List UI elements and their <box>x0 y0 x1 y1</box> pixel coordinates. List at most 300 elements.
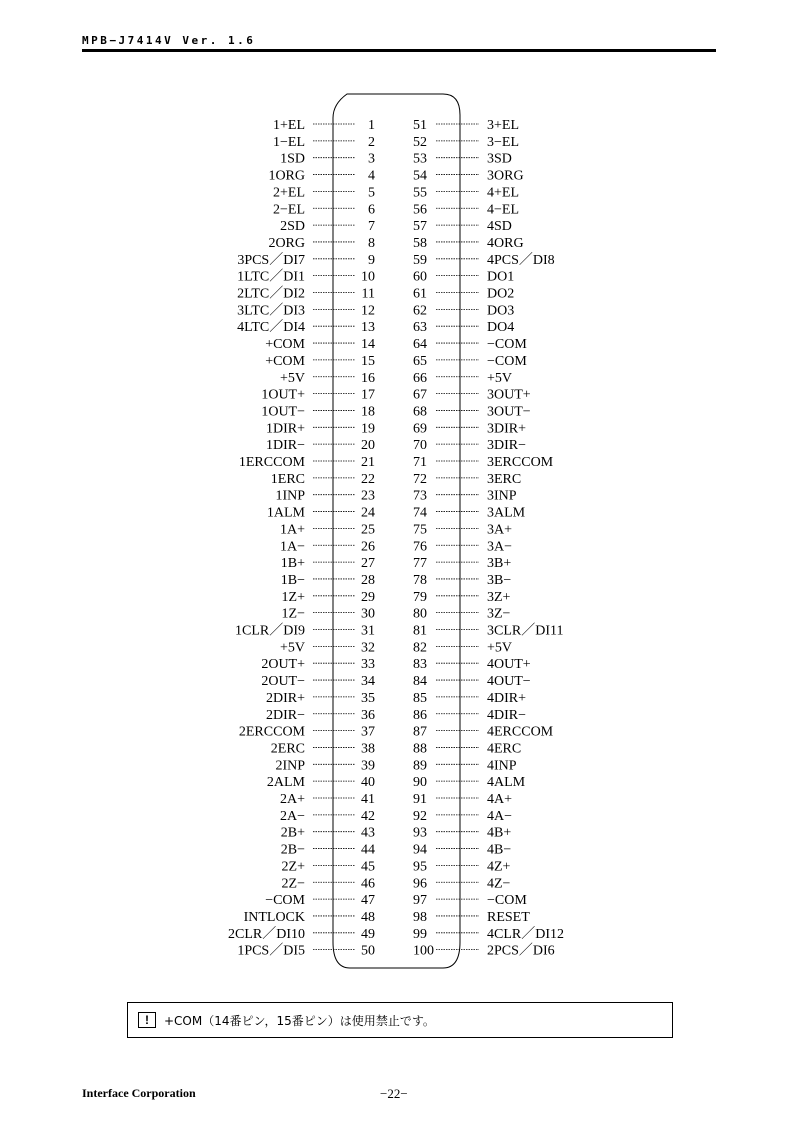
pin-number: 46 <box>361 876 375 892</box>
pin-signal-label: 4ORG <box>487 235 524 251</box>
pin-row <box>413 910 530 925</box>
pin-row <box>413 893 527 908</box>
pin-signal-label: 3ERC <box>487 471 522 487</box>
pin-number: 44 <box>361 842 375 858</box>
pin-row <box>266 691 375 706</box>
pin-row <box>266 421 375 436</box>
pin-number: 86 <box>413 707 427 723</box>
pin-number: 96 <box>413 876 427 892</box>
pin-signal-label: 1Z− <box>281 606 305 622</box>
pin-number: 63 <box>413 320 427 336</box>
pin-number: 72 <box>413 471 427 487</box>
pin-number: 56 <box>413 202 427 218</box>
pin-signal-label: 2LTC／DI2 <box>237 286 305 302</box>
pin-signal-label: 2Z+ <box>281 859 305 875</box>
pin-number: 80 <box>413 606 427 622</box>
pin-signal-label: +COM <box>265 337 305 353</box>
pin-signal-label: 3−EL <box>487 134 519 150</box>
pin-row <box>267 775 375 790</box>
pin-row <box>413 809 512 824</box>
pin-row <box>413 118 519 133</box>
pin-row <box>413 152 512 167</box>
pin-signal-label: 3+EL <box>487 118 519 133</box>
pin-signal-label: 4ERCCOM <box>487 724 554 740</box>
pin-row <box>413 506 526 521</box>
pin-number: 85 <box>413 690 427 706</box>
pin-signal-label: DO4 <box>487 320 515 336</box>
pin-signal-label: −COM <box>487 337 527 353</box>
pin-signal-label: 2DIR− <box>265 707 305 723</box>
footer-company: Interface Corporation <box>82 1086 196 1100</box>
pin-signal-label: 4B− <box>487 842 512 858</box>
pin-signal-label: 3INP <box>487 488 517 504</box>
pin-row <box>267 506 375 521</box>
right-pin-column <box>413 118 564 959</box>
pin-row <box>413 135 519 150</box>
pin-row <box>413 388 531 403</box>
pin-row <box>266 708 375 723</box>
pin-row <box>413 219 512 234</box>
pin-number: 41 <box>361 792 375 807</box>
pin-number: 99 <box>413 926 427 942</box>
pin-signal-label: −COM <box>487 353 527 369</box>
pin-row <box>413 674 531 689</box>
pin-row <box>237 287 375 302</box>
warning-icon: ! <box>138 1012 156 1028</box>
pin-number: 42 <box>361 808 375 824</box>
pin-signal-label: 1SD <box>280 151 305 167</box>
pin-row <box>282 859 375 874</box>
pin-number: 40 <box>361 775 375 791</box>
pin-signal-label: 4DIR+ <box>487 690 527 706</box>
pin-row <box>237 303 375 318</box>
pin-signal-label: DO3 <box>487 303 515 319</box>
left-pin-column <box>228 118 375 959</box>
pin-signal-label: 3A− <box>487 539 513 555</box>
pin-number: 26 <box>361 539 375 555</box>
pin-number: 12 <box>361 303 375 319</box>
pin-signal-label: 1OUT− <box>261 404 305 420</box>
pin-number: 37 <box>361 724 375 740</box>
warning-text: +COM（14番ピン，15番ピン）は使用禁止です。 <box>164 1013 435 1028</box>
pin-row <box>268 169 375 184</box>
pin-number: 52 <box>413 134 427 150</box>
pin-row <box>280 792 375 807</box>
pin-row <box>413 337 527 352</box>
pin-signal-label: 2OUT− <box>261 674 305 690</box>
pin-number: 50 <box>361 943 375 959</box>
pin-row <box>413 421 526 436</box>
pin-signal-label: +COM <box>265 353 305 369</box>
pin-signal-label: 2−EL <box>273 202 305 218</box>
pin-signal-label: 3DIR+ <box>487 421 527 437</box>
pin-row <box>281 556 375 571</box>
pin-number: 15 <box>361 353 375 369</box>
pin-number: 9 <box>368 252 375 268</box>
pin-row <box>413 236 524 251</box>
pin-number: 67 <box>413 387 427 403</box>
pin-row <box>413 169 524 184</box>
pin-row <box>280 522 375 537</box>
pin-signal-label: 4PCS／DI8 <box>487 252 555 268</box>
pin-row <box>282 607 375 622</box>
pin-number: 30 <box>361 606 375 622</box>
pin-signal-label: 3ORG <box>487 168 524 184</box>
pin-row <box>413 320 514 335</box>
pin-number: 76 <box>413 539 427 555</box>
pin-number: 32 <box>361 640 375 656</box>
pin-number: 49 <box>361 926 375 942</box>
pin-signal-label: 1INP <box>275 488 305 504</box>
pin-signal-label: 4B+ <box>487 825 512 841</box>
pin-number: 36 <box>361 707 375 723</box>
pin-number: 98 <box>413 909 427 925</box>
pin-row <box>265 337 375 352</box>
pin-number: 47 <box>361 893 375 909</box>
pin-number: 59 <box>413 252 427 268</box>
pin-row <box>280 152 375 167</box>
pin-signal-label: 1ALM <box>266 505 305 521</box>
pin-row <box>413 741 521 756</box>
pin-row <box>280 219 375 234</box>
pin-row <box>281 826 375 841</box>
pin-number: 2 <box>368 134 375 150</box>
pin-signal-label: 1B− <box>280 572 305 588</box>
pin-number: 79 <box>413 589 427 605</box>
pin-signal-label: 3CLR／DI11 <box>487 623 564 639</box>
pin-number: 38 <box>361 741 375 757</box>
pin-row <box>413 775 526 790</box>
pin-signal-label: 2A+ <box>279 792 305 807</box>
pin-signal-label: 3B+ <box>487 556 512 572</box>
pin-number: 48 <box>361 909 375 925</box>
pin-signal-label: 2+EL <box>273 185 305 201</box>
pin-number: 64 <box>413 337 427 353</box>
pin-signal-label: 2ERC <box>270 741 305 757</box>
pin-row <box>280 539 375 554</box>
pin-signal-label: 4Z− <box>487 876 511 892</box>
pin-row <box>413 202 519 217</box>
pin-row <box>266 438 375 453</box>
pin-number: 84 <box>413 674 427 690</box>
pin-row <box>280 809 375 824</box>
pin-signal-label: 4ALM <box>487 775 526 791</box>
pin-signal-label: DO2 <box>487 286 515 302</box>
pin-number: 68 <box>413 404 427 420</box>
pin-number: 66 <box>413 370 427 386</box>
pin-signal-label: 4OUT+ <box>487 657 531 673</box>
pin-signal-label: 2B− <box>280 842 305 858</box>
warning-note <box>127 1002 673 1038</box>
pin-row <box>413 640 512 655</box>
pin-signal-label: 1+EL <box>273 118 305 133</box>
pin-number: 53 <box>413 151 427 167</box>
pin-row <box>413 472 521 487</box>
pin-number: 22 <box>361 471 375 487</box>
pin-number: 24 <box>361 505 375 521</box>
pin-row <box>413 758 517 773</box>
pin-row <box>273 202 375 217</box>
pin-row <box>261 657 375 672</box>
pin-number: 1 <box>368 118 375 133</box>
pin-number: 87 <box>413 724 427 740</box>
pin-row <box>282 876 375 891</box>
pin-signal-label: 4INP <box>487 758 517 774</box>
pin-row <box>268 236 375 251</box>
pin-row <box>413 354 527 369</box>
pin-signal-label: RESET <box>487 909 530 925</box>
pin-row <box>413 539 512 554</box>
pin-number: 93 <box>413 825 427 841</box>
pin-signal-label: +5V <box>487 370 513 386</box>
pin-row <box>275 758 375 773</box>
pin-number: 70 <box>413 438 427 454</box>
pin-signal-label: 4A− <box>487 808 513 824</box>
pin-row <box>413 859 511 874</box>
pin-number: 29 <box>361 589 375 605</box>
pin-number: 31 <box>361 623 375 639</box>
pin-number: 28 <box>361 572 375 588</box>
pin-number: 60 <box>413 269 427 285</box>
pin-signal-label: 1DIR+ <box>265 421 305 437</box>
pin-number: 97 <box>413 893 427 909</box>
pin-row <box>237 320 375 335</box>
pin-row <box>413 556 511 571</box>
pin-row <box>413 691 526 706</box>
pin-row <box>413 624 563 639</box>
pin-row <box>413 725 554 740</box>
pin-signal-label: 2PCS／DI6 <box>487 943 555 959</box>
pin-signal-label: 4−EL <box>487 202 519 218</box>
pin-number: 43 <box>361 825 375 841</box>
pin-row <box>237 270 375 285</box>
pin-signal-label: 3B− <box>487 572 512 588</box>
pin-signal-label: 2INP <box>275 758 305 774</box>
pin-row <box>239 455 375 470</box>
pin-signal-label: 2ALM <box>266 775 305 791</box>
pin-row <box>265 354 375 369</box>
pin-number: 51 <box>413 118 427 133</box>
pin-signal-label: 1CLR／DI9 <box>235 623 305 639</box>
pin-row <box>275 489 375 504</box>
pin-number: 17 <box>361 387 375 403</box>
pin-row <box>413 708 526 723</box>
pin-row <box>261 404 375 419</box>
pin-signal-label: 2A− <box>279 808 305 824</box>
pin-number: 45 <box>361 859 375 875</box>
pin-signal-label: 1−EL <box>273 134 305 150</box>
pin-signal-label: 1Z+ <box>281 589 305 605</box>
pin-signal-label: 1ERCCOM <box>238 455 305 470</box>
pin-number: 81 <box>413 623 427 639</box>
pin-number: 34 <box>361 674 375 690</box>
pin-row <box>413 573 511 588</box>
pin-row <box>239 725 375 740</box>
pin-row <box>244 910 375 925</box>
pin-number: 3 <box>368 151 375 167</box>
pin-number: 39 <box>361 758 375 774</box>
pin-signal-label: 3Z+ <box>487 589 511 605</box>
pin-signal-label: 4+EL <box>487 185 519 201</box>
pin-row <box>413 843 511 858</box>
pin-row <box>273 185 375 200</box>
pin-signal-label: 1A− <box>279 539 305 555</box>
pin-number: 94 <box>413 842 427 858</box>
pin-signal-label: 4SD <box>487 219 512 235</box>
pin-number: 75 <box>413 522 427 538</box>
pin-signal-label: −COM <box>487 893 527 909</box>
pin-signal-label: 2CLR／DI10 <box>228 926 305 942</box>
pin-row <box>413 826 511 841</box>
pin-signal-label: +5V <box>279 640 305 656</box>
pin-number: 83 <box>413 657 427 673</box>
pin-signal-label: 2DIR+ <box>265 690 305 706</box>
pin-signal-label: 3OUT+ <box>487 387 531 403</box>
pin-number: 11 <box>361 286 375 302</box>
pin-row <box>228 927 375 942</box>
pin-number: 55 <box>413 185 427 201</box>
pin-number: 4 <box>368 168 375 184</box>
pin-row <box>273 135 375 150</box>
pin-number: 95 <box>413 859 427 875</box>
pin-row <box>413 185 519 200</box>
pin-number: 92 <box>413 808 427 824</box>
pin-signal-label: −COM <box>265 893 305 909</box>
pin-row <box>413 489 517 504</box>
pin-signal-label: 1LTC／DI1 <box>237 269 305 285</box>
pin-row <box>413 455 554 470</box>
pin-row <box>265 893 375 908</box>
pin-row <box>413 371 512 386</box>
pin-signal-label: 4A+ <box>487 792 513 807</box>
pin-number: 57 <box>413 219 427 235</box>
pin-signal-label: 2Z− <box>281 876 305 892</box>
pin-number: 88 <box>413 741 427 757</box>
pin-row <box>413 792 512 807</box>
pin-row <box>281 573 375 588</box>
pin-number: 20 <box>361 438 375 454</box>
pin-signal-label: 3OUT− <box>487 404 531 420</box>
pin-signal-label: 3ALM <box>487 505 526 521</box>
pin-signal-label: 1DIR− <box>265 438 305 454</box>
pin-number: 35 <box>361 690 375 706</box>
pin-number: 18 <box>361 404 375 420</box>
pin-signal-label: 3DIR− <box>487 438 527 454</box>
pin-signal-label: 1ERC <box>270 471 305 487</box>
pin-row <box>261 674 375 689</box>
pin-signal-label: 1A+ <box>279 522 305 538</box>
pin-signal-label: 3A+ <box>487 522 513 538</box>
pin-number: 65 <box>413 353 427 369</box>
pin-row <box>280 640 375 655</box>
pin-signal-label: 4ERC <box>487 741 522 757</box>
pin-number: 10 <box>361 269 375 285</box>
pin-number: 25 <box>361 522 375 538</box>
pin-number: 5 <box>368 185 375 201</box>
pin-signal-label: 4CLR／DI12 <box>487 926 564 942</box>
pin-number: 23 <box>361 488 375 504</box>
pin-signal-label: 2OUT+ <box>261 657 305 673</box>
pin-row <box>413 876 511 891</box>
pin-signal-label: 1B+ <box>280 556 305 572</box>
pin-row <box>281 843 375 858</box>
pin-row <box>282 590 375 605</box>
pin-number: 73 <box>413 488 427 504</box>
pin-number: 21 <box>361 455 375 470</box>
pin-number: 62 <box>413 303 427 319</box>
pin-number: 71 <box>413 455 427 470</box>
pin-signal-label: 1PCS／DI5 <box>237 943 305 959</box>
pin-row <box>413 927 564 942</box>
pin-number: 7 <box>368 219 375 235</box>
pin-row <box>237 253 375 268</box>
pin-number: 91 <box>413 792 427 807</box>
pin-number: 74 <box>413 505 427 521</box>
pin-row <box>413 287 514 302</box>
pin-signal-label: 3Z− <box>487 606 511 622</box>
pin-number: 54 <box>413 168 427 184</box>
pin-number: 61 <box>413 286 427 302</box>
pin-signal-label: 1ORG <box>268 168 305 184</box>
pin-signal-label: 1OUT+ <box>261 387 305 403</box>
pin-number: 58 <box>413 235 427 251</box>
pin-row <box>413 303 514 318</box>
pin-signal-label: 2SD <box>280 219 305 235</box>
pin-signal-label: 2ERCCOM <box>238 724 305 740</box>
pin-number: 33 <box>361 657 375 673</box>
page-number: −22− <box>380 1086 408 1101</box>
pin-signal-label: 4DIR− <box>487 707 527 723</box>
pin-signal-label: 4LTC／DI4 <box>237 320 305 336</box>
connector-outline <box>333 94 460 968</box>
pin-number: 77 <box>413 556 427 572</box>
pin-row <box>271 472 375 487</box>
pin-row <box>413 607 511 622</box>
pin-signal-label: +5V <box>279 370 305 386</box>
pin-row <box>271 741 375 756</box>
pin-row <box>273 118 375 133</box>
pin-signal-label: 3PCS／DI7 <box>237 252 305 268</box>
pin-signal-label: 2B+ <box>280 825 305 841</box>
pin-signal-label: 3LTC／DI3 <box>237 303 305 319</box>
pin-number: 89 <box>413 758 427 774</box>
pin-signal-label: 3SD <box>487 151 512 167</box>
pin-number: 27 <box>361 556 375 572</box>
pin-row <box>413 404 531 419</box>
pin-row <box>413 253 555 268</box>
pin-row <box>413 438 526 453</box>
pin-row <box>413 590 511 605</box>
pin-row <box>235 624 375 639</box>
pin-number: 78 <box>413 572 427 588</box>
pin-row <box>413 522 512 537</box>
pin-row <box>413 657 531 672</box>
pin-signal-label: 4Z+ <box>487 859 511 875</box>
pin-number: 13 <box>361 320 375 336</box>
document-header: MPB−J7414V Ver. 1.6 <box>82 34 256 47</box>
pin-number: 19 <box>361 421 375 437</box>
pin-row <box>280 371 375 386</box>
pin-signal-label: 3ERCCOM <box>487 455 554 470</box>
pin-signal-label: 2ORG <box>268 235 305 251</box>
pin-row <box>413 944 555 959</box>
pin-row <box>237 944 375 959</box>
pin-signal-label: INTLOCK <box>243 909 305 925</box>
pin-row <box>413 270 514 285</box>
pin-number: 6 <box>368 202 375 218</box>
pin-signal-label: +5V <box>487 640 513 656</box>
pin-row <box>261 388 375 403</box>
